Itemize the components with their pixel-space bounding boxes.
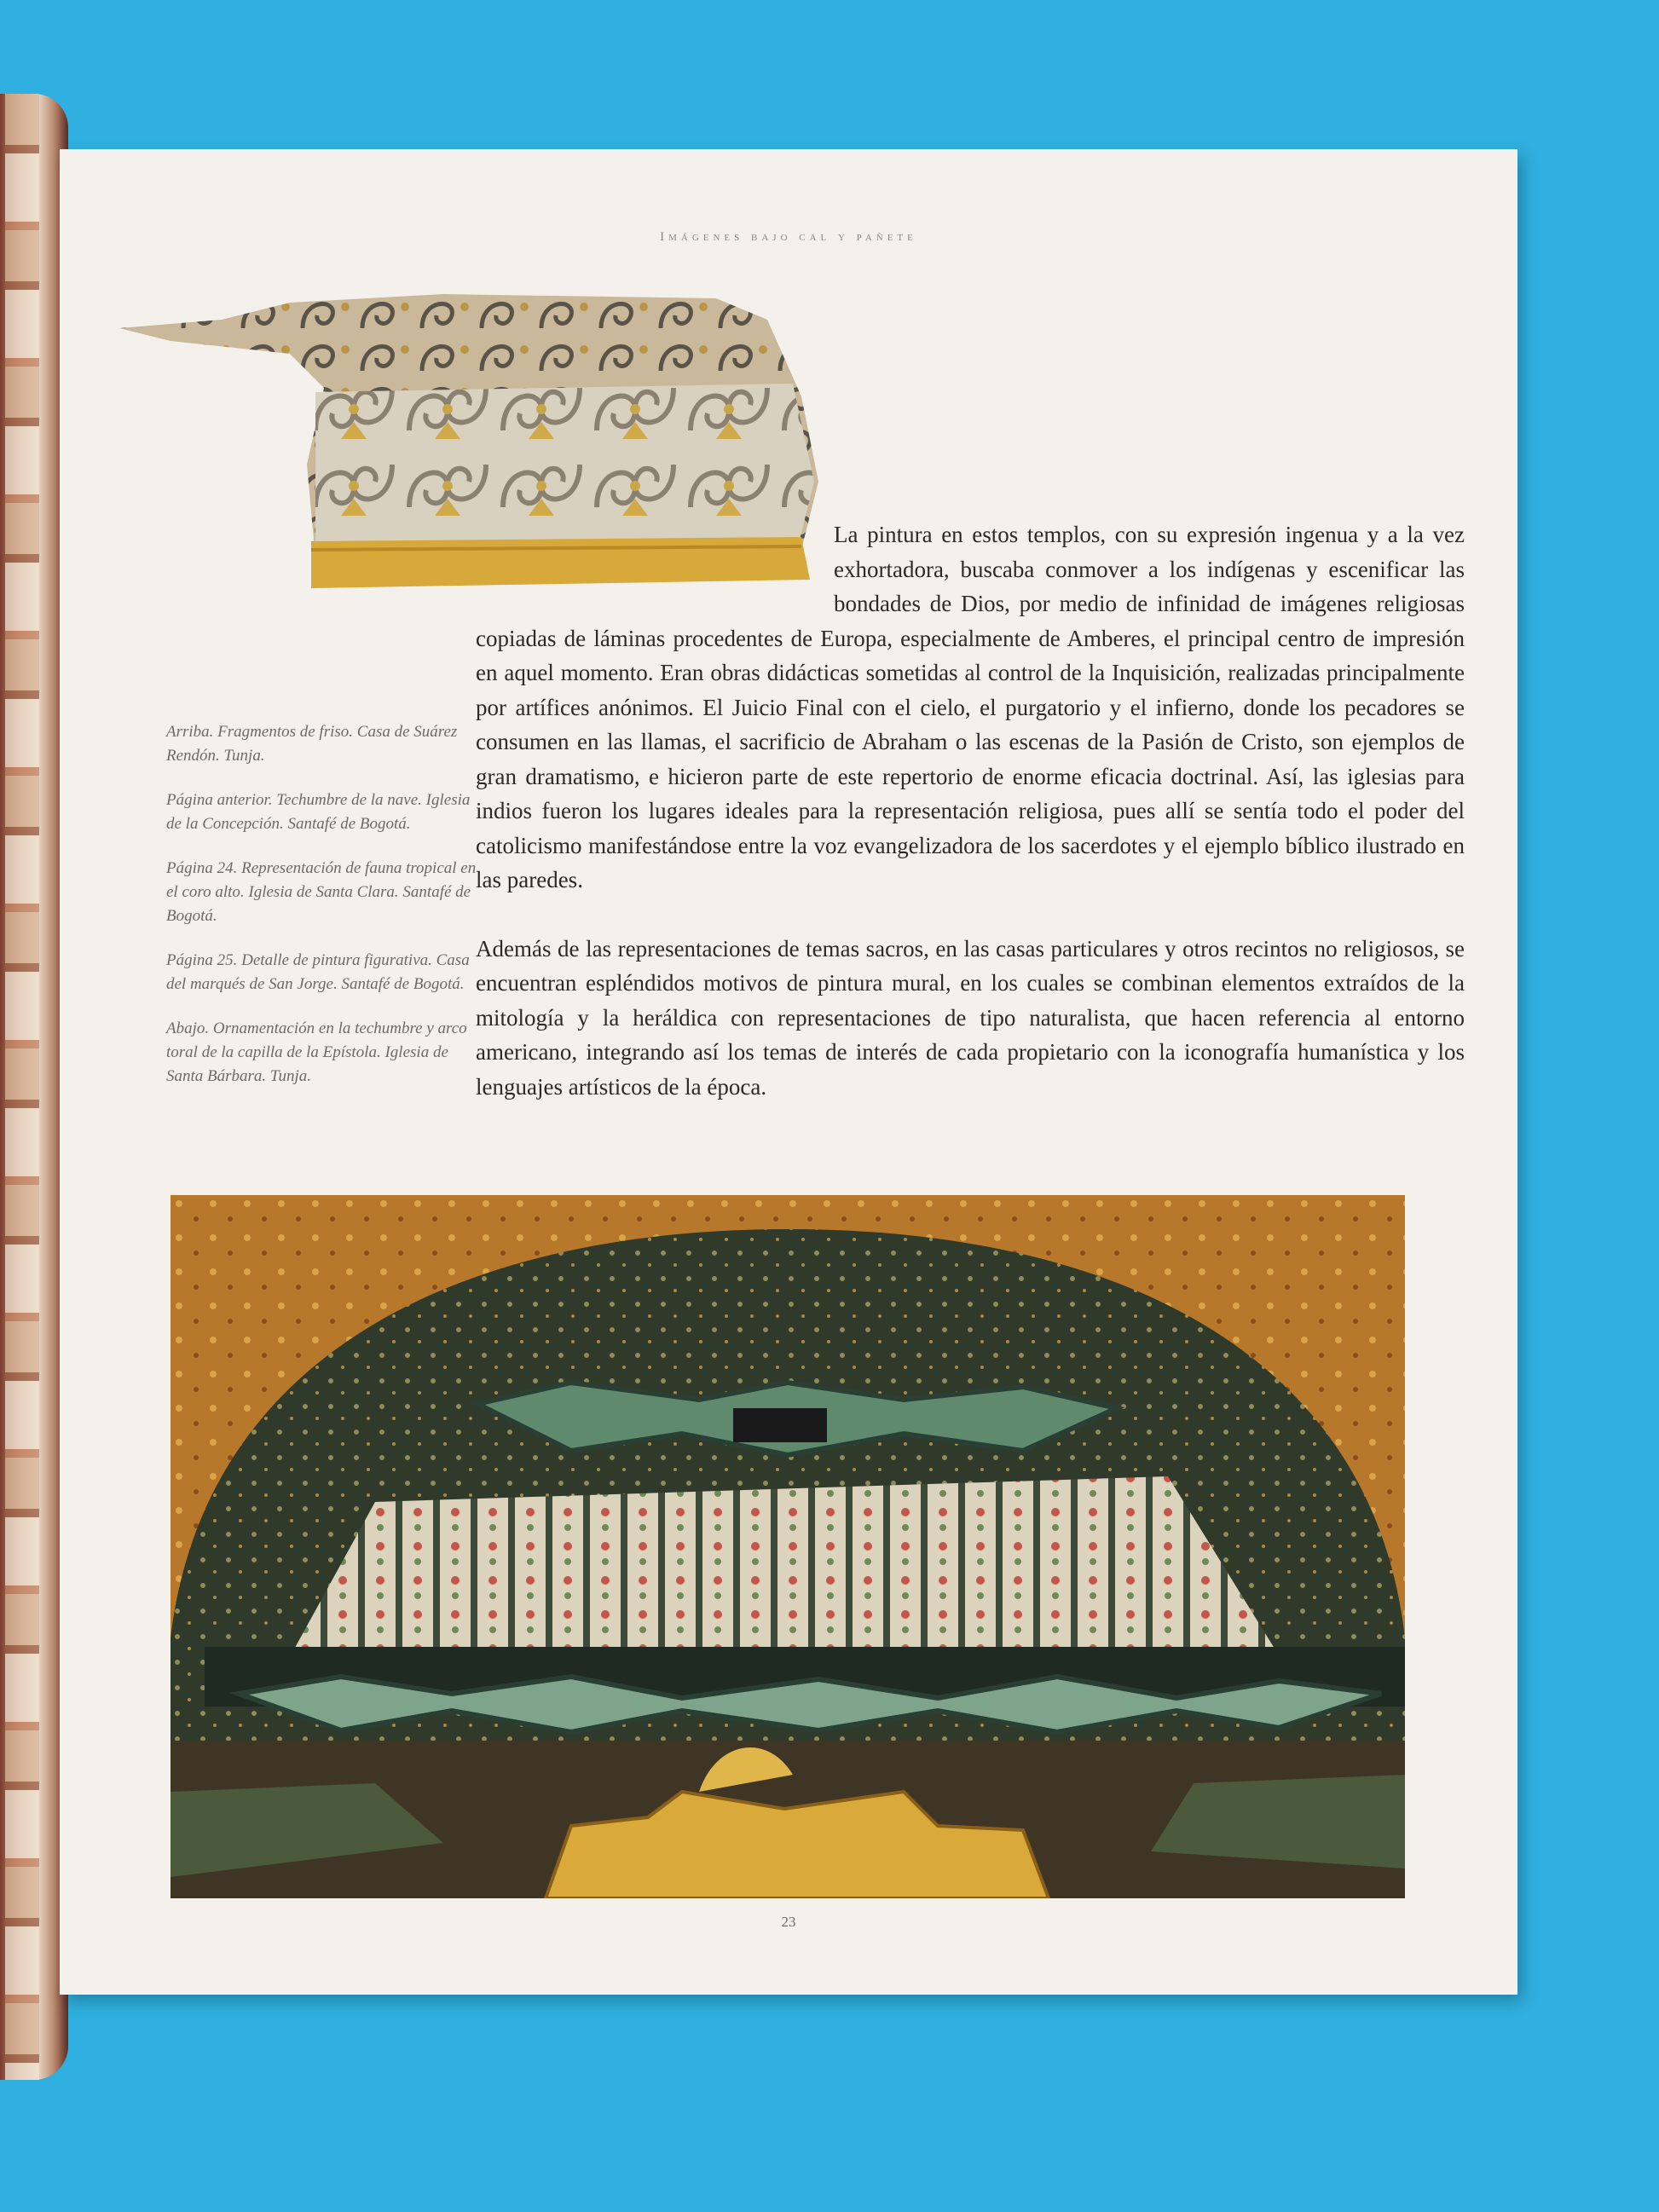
caption-friso: Arriba. Fragmentos de friso. Casa de Suárez Rendón. Tunja. [166, 723, 458, 765]
caption-pagina-25: Página 25. Detalle de pintura figurativa. Casa del marqués de San Jorge. Santafé de Bogotá. [166, 951, 470, 993]
caption-pagina-24: Página 24. Representación de fauna tropical en el coro alto. Iglesia de Santa Clara. Santafé de Bogotá. [166, 859, 477, 925]
caption-pagina-anterior: Página anterior. Techumbre de la nave. Iglesia de la Concepción. Santafé de Bogotá. [166, 791, 471, 833]
caption-abajo: Abajo. Ornamentación en la techumbre y arco toral de la capilla de la Epístola. Iglesia de Santa Bárbara. Tunja. [166, 1019, 467, 1085]
page-number: 23 [781, 1914, 796, 1930]
book-page [60, 149, 1517, 1995]
body-paragraph-2: Además de las representaciones de temas sacros, en las casas particulares y otros recintos no religiosos, se encuentran espléndidos motivos de pintura mural, en los cuales se combinan elementos extraídos de la mitología y la heráldica con representaciones de tipo naturalista, que hacen referencia al entorno americano, integrando así los temas de interés de cada propietario con la iconografía humanística y los lenguajes artísticos de la época. [476, 935, 1465, 1100]
caption-column [166, 720, 482, 1109]
body-paragraph-1: La pintura en estos templos, con su expresión ingenua y a la vez exhortadora, buscaba conmover a los indígenas y escenificar las bondades de Dios, por medio de infinidad de imágenes religiosas copiadas de láminas procedentes de Europa, especialmente de Amberes, el principal centro de impresión en aquel momento. Eran obras didácticas sometidas al control de la Inquisición, realizadas principalmente por artífices anónimos. El Juicio Final con el cielo, el purgatorio y el infierno, donde los pecadores se consumen en las llamas, el sacrificio de Abraham o las escenas de la Pasión de Cristo, son ejemplos de gran dramatismo, e hicieron parte de este repertorio de enorme eficacia doctrinal. Así, las iglesias para indios fueron los lugares ideales para la representación religiosa, pues allí se sentía todo el poder del catolicismo manifestándose entre la voz evangelizadora de los sacerdotes y el ejemplo bíblico ilustrado en las paredes. [476, 522, 1465, 892]
running-head: Imágenes bajo cal y pañete [660, 230, 917, 244]
body-text [476, 517, 1465, 1104]
ceiling-arch-photo [171, 1195, 1405, 1898]
left-page-edge [0, 94, 68, 2080]
